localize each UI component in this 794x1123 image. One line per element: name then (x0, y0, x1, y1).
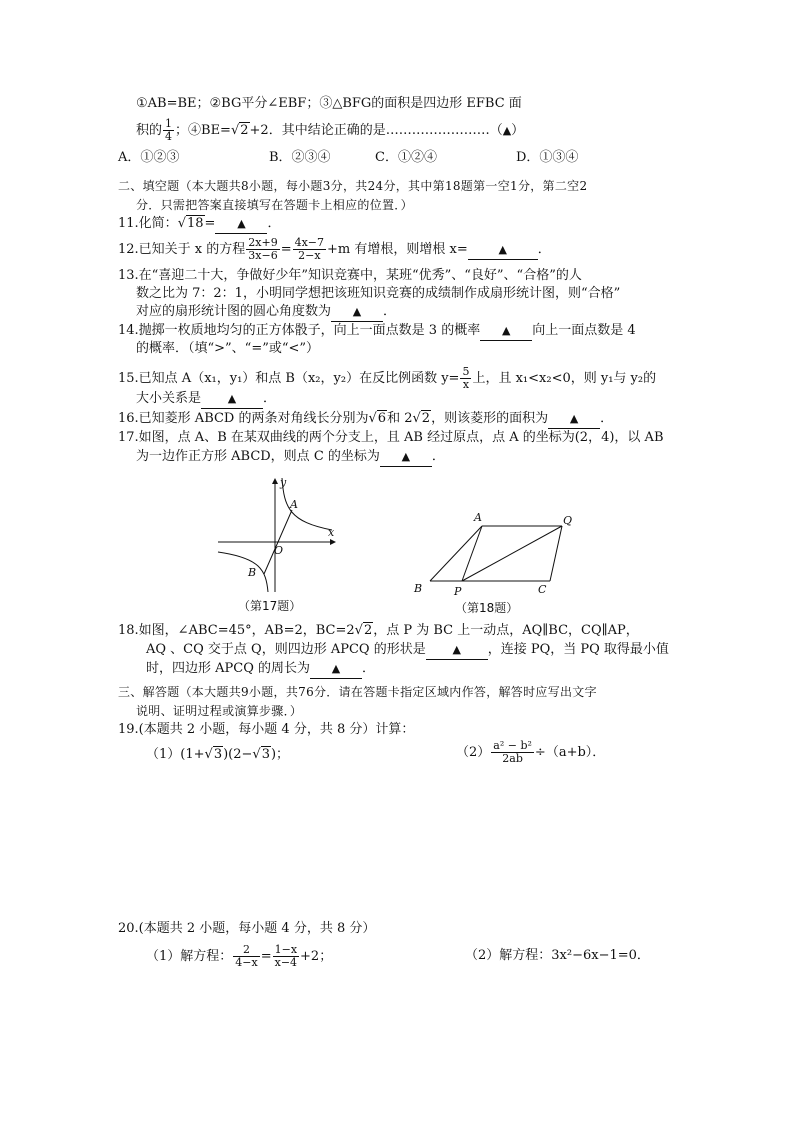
section3-title-line2: 说明、证明过程或演算步骤．） (136, 704, 303, 718)
q18-text: 18.如图，∠ABC=45°，AB=2，BC=2 (118, 623, 355, 638)
answer-triangle-icon: ▲ (331, 662, 341, 675)
q12-f1-num: 2x+9 (248, 236, 278, 249)
q19-part1 (146, 746, 289, 764)
sqrt-icon: √ (354, 623, 363, 638)
q16 (118, 410, 613, 429)
q15-frac-den: x (462, 378, 470, 391)
q15-text: 15.已知点 A（x₁，y₁）和点 B（x₂，y₂）在反比例函数 y= (118, 371, 460, 386)
sqrt-icon: √ (412, 411, 421, 426)
q12-text: +m 有增根，则增根 x= (327, 242, 468, 257)
q19-heading: 19.(本题共 2 小题，每小题 4 分，共 8 分）计算： (118, 722, 415, 737)
answer-triangle-icon: ▲ (502, 124, 512, 137)
q18-answer-blank-2[interactable] (310, 660, 362, 679)
q10-option-d: D．①③④ (516, 150, 579, 165)
q17-text: ． (431, 449, 445, 464)
q20-part1 (146, 944, 332, 969)
q11-text: 11.化简： (118, 216, 178, 231)
q16-answer-blank[interactable] (548, 410, 600, 429)
q12-f1-den: 3x−6 (248, 249, 278, 262)
q13-text: ． (383, 304, 397, 319)
q13-answer-blank[interactable] (331, 303, 383, 322)
label-x: x (328, 526, 335, 539)
figure-18-parallelogram (410, 510, 573, 600)
segment-ab (430, 526, 482, 581)
q12-fraction-2 (293, 237, 326, 262)
q10-frac-den: 4 (165, 130, 173, 143)
section3-title-line1: 三、解答题（本大题共9小题，共76分．请在答题卡指定区域内作答，解答时应写出文字 (118, 685, 597, 699)
figure-17-caption: （第17题） (238, 599, 302, 613)
q18-answer-blank-1[interactable] (426, 641, 488, 660)
q10-option-c: C．①②④ (375, 150, 437, 165)
q19-text: ÷（a+b）． (534, 745, 606, 760)
q10-fraction (163, 118, 174, 143)
q17-line1: 17.如图，点 A、B 在某双曲线的两个分支上，且 AB 经过原点，点 A 的坐标为(2，4)，以 AB (118, 430, 664, 445)
sqrt-icon: √ (177, 216, 186, 231)
q18-text: AQ 、CQ 交于点 Q，则四边形 APCQ 的形状是 (146, 642, 426, 657)
q19-text: )(2− (223, 747, 253, 762)
q19-sqrt2: 3 (261, 747, 270, 762)
q19-sqrt1: 3 (213, 747, 223, 762)
q17-answer-blank[interactable] (380, 448, 432, 467)
q20-f2-num: 1−x (274, 943, 298, 956)
q20-text: = (260, 949, 272, 964)
label-c: C (538, 583, 547, 596)
q15-answer-blank[interactable] (201, 390, 263, 409)
q18-line3 (146, 660, 375, 679)
q20-heading: 20.(本题共 2 小题，每小题 4 分，共 8 分） (118, 921, 376, 936)
q17-text: 为一边作正方形 ABCD，则点 C 的坐标为 (136, 449, 380, 464)
q12 (118, 237, 551, 262)
q10-statement-line2 (136, 118, 524, 143)
q10-text: 积的 (136, 123, 163, 138)
answer-triangle-icon: ▲ (352, 305, 362, 318)
q12-f2-num: 4x−7 (294, 236, 325, 249)
q10-option-b: B．②③④ (269, 150, 331, 165)
q10-statement-line1: ①AB=BE；②BG平分∠EBF；③△BFG的面积是四边形 EFBC 面 (136, 96, 522, 111)
figure-18-caption: （第18题） (455, 601, 519, 615)
section2-title-line1: 二、填空题（本大题共8小题，每小题3分，共24分，其中第18题第一空1分，第二空2 (118, 179, 588, 193)
q18-text: ． (362, 661, 376, 676)
q15-frac-num: 5 (462, 365, 470, 378)
q20-fraction-1 (233, 944, 259, 969)
answer-triangle-icon: ▲ (452, 643, 461, 656)
q16-text: 16.已知菱形 ABCD 的两条对角线长分别为 (118, 411, 369, 426)
answer-triangle-icon: ▲ (498, 243, 507, 256)
answer-triangle-icon: ▲ (401, 450, 411, 463)
q12-fraction-1 (246, 237, 279, 262)
q18-line1 (118, 622, 639, 640)
q20-f2-den: x−4 (274, 956, 298, 969)
q12-text: ． (537, 242, 551, 257)
q15-text: 上，且 x₁<x₂<0，则 y₁与 y₂的 (472, 371, 657, 386)
q11-text: = (204, 216, 216, 231)
q10-text: ） (511, 123, 525, 138)
q20-part2: （2）解方程：3x²−6x−1=0． (465, 948, 650, 963)
q10-frac-num: 1 (165, 117, 173, 130)
label-y: y (280, 476, 287, 489)
q15-line2 (136, 390, 276, 409)
q15-fraction (460, 366, 471, 391)
q12-text: = (280, 242, 292, 257)
label-q: Q (563, 514, 573, 527)
sqrt-icon: √ (204, 747, 213, 762)
segment-pq (462, 526, 562, 581)
q14-answer-blank[interactable] (480, 322, 532, 341)
x-axis-arrow-icon (330, 539, 336, 545)
q10-option-a: A．①②③ (118, 150, 180, 165)
answer-triangle-icon: ▲ (569, 412, 579, 425)
answer-triangle-icon: ▲ (237, 217, 246, 230)
q12-answer-blank[interactable] (468, 241, 538, 260)
q15-text: 大小关系是 (136, 391, 202, 406)
q16-sqrt1: 6 (377, 411, 387, 426)
q13-text: 对应的扇形统计图的圆心角度数为 (136, 304, 332, 319)
answer-triangle-icon: ▲ (227, 392, 237, 405)
q14-line2: 的概率．（填“>”、“=”或“<”） (136, 341, 320, 356)
answer-triangle-icon: ▲ (501, 324, 511, 337)
q16-text: 和 2 (387, 411, 413, 426)
y-axis-arrow-icon (272, 478, 278, 484)
q17-line2 (136, 448, 445, 467)
q20-text: +2； (300, 949, 333, 964)
q12-f2-den: 2−x (298, 249, 321, 262)
label-b: B (414, 582, 423, 595)
q10-sqrt-value: 2 (240, 123, 249, 138)
q19-part2 (456, 740, 605, 765)
q20-fraction-2 (273, 944, 299, 969)
q11-sqrt: 18 (186, 216, 204, 231)
label-a: A (290, 498, 298, 511)
q12-text: 12.已知关于 x 的方程 (118, 242, 246, 257)
q13-line1: 13.在“喜迎二十大，争做好少年”知识竞赛中，某班“优秀”、“良好”、“合格”的人 (118, 268, 582, 283)
q19-text: )； (270, 747, 290, 762)
segment-ap (462, 526, 482, 581)
q10-text: ；④BE= (175, 123, 231, 138)
q20-f1-num: 2 (233, 944, 259, 957)
q16-text: ． (600, 411, 614, 426)
q18-text: ，点 P 为 BC 上一动点，AQ∥BC，CQ∥AP， (373, 623, 639, 638)
q15-text: ． (263, 391, 277, 406)
label-b: B (248, 566, 257, 579)
q13-line2: 数之比为 7：2：1，小明同学想把该班知识竞赛的成绩制作成扇形统计图，则“合格” (136, 286, 621, 301)
q16-text: ，则该菱形的面积为 (431, 411, 549, 426)
q19-fraction (491, 740, 534, 765)
q11 (118, 215, 280, 234)
segment-qc (550, 526, 562, 581)
q20-f1-den: 4−x (235, 956, 258, 969)
label-p: P (454, 585, 462, 598)
q19-text: （1）(1+ (146, 747, 205, 762)
q13-line3 (136, 303, 396, 322)
q19-frac-den: 2ab (502, 752, 523, 765)
q18-text: 时，四边形 APCQ 的周长为 (146, 661, 311, 676)
section2-title-line2: 分．只需把答案直接填写在答题卡上相应的位置．） (136, 198, 413, 212)
q11-text: ． (267, 216, 281, 231)
figure-17-hyperbola (212, 474, 342, 596)
sqrt-icon: √ (252, 747, 261, 762)
q19-frac-num: a² − b² (493, 739, 532, 752)
q18-text: ，连接 PQ，当 PQ 取得最小值 (487, 642, 669, 657)
q19-text: （2） (456, 745, 491, 760)
label-a: A (474, 511, 482, 524)
label-o: O (274, 544, 284, 557)
q15-line1 (118, 366, 656, 391)
q18-line2 (146, 641, 669, 660)
sqrt-icon: √ (230, 123, 240, 138)
q18-sqrt: 2 (363, 623, 373, 638)
q16-sqrt2: 2 (421, 411, 431, 426)
q14-line1 (118, 322, 636, 341)
q20-text: （1）解方程： (146, 949, 233, 964)
q11-answer-blank[interactable] (215, 215, 267, 234)
q14-text: 14.抛掷一枚质地均匀的正方体骰子，向上一面点数是 3 的概率 (118, 323, 481, 338)
hyperbola-branch-lower (218, 552, 268, 592)
sqrt-icon: √ (368, 411, 377, 426)
q14-text: 向上一面点数是 4 (532, 323, 636, 338)
q10-text: +2．其中结论正确的是……………………（ (249, 123, 503, 138)
